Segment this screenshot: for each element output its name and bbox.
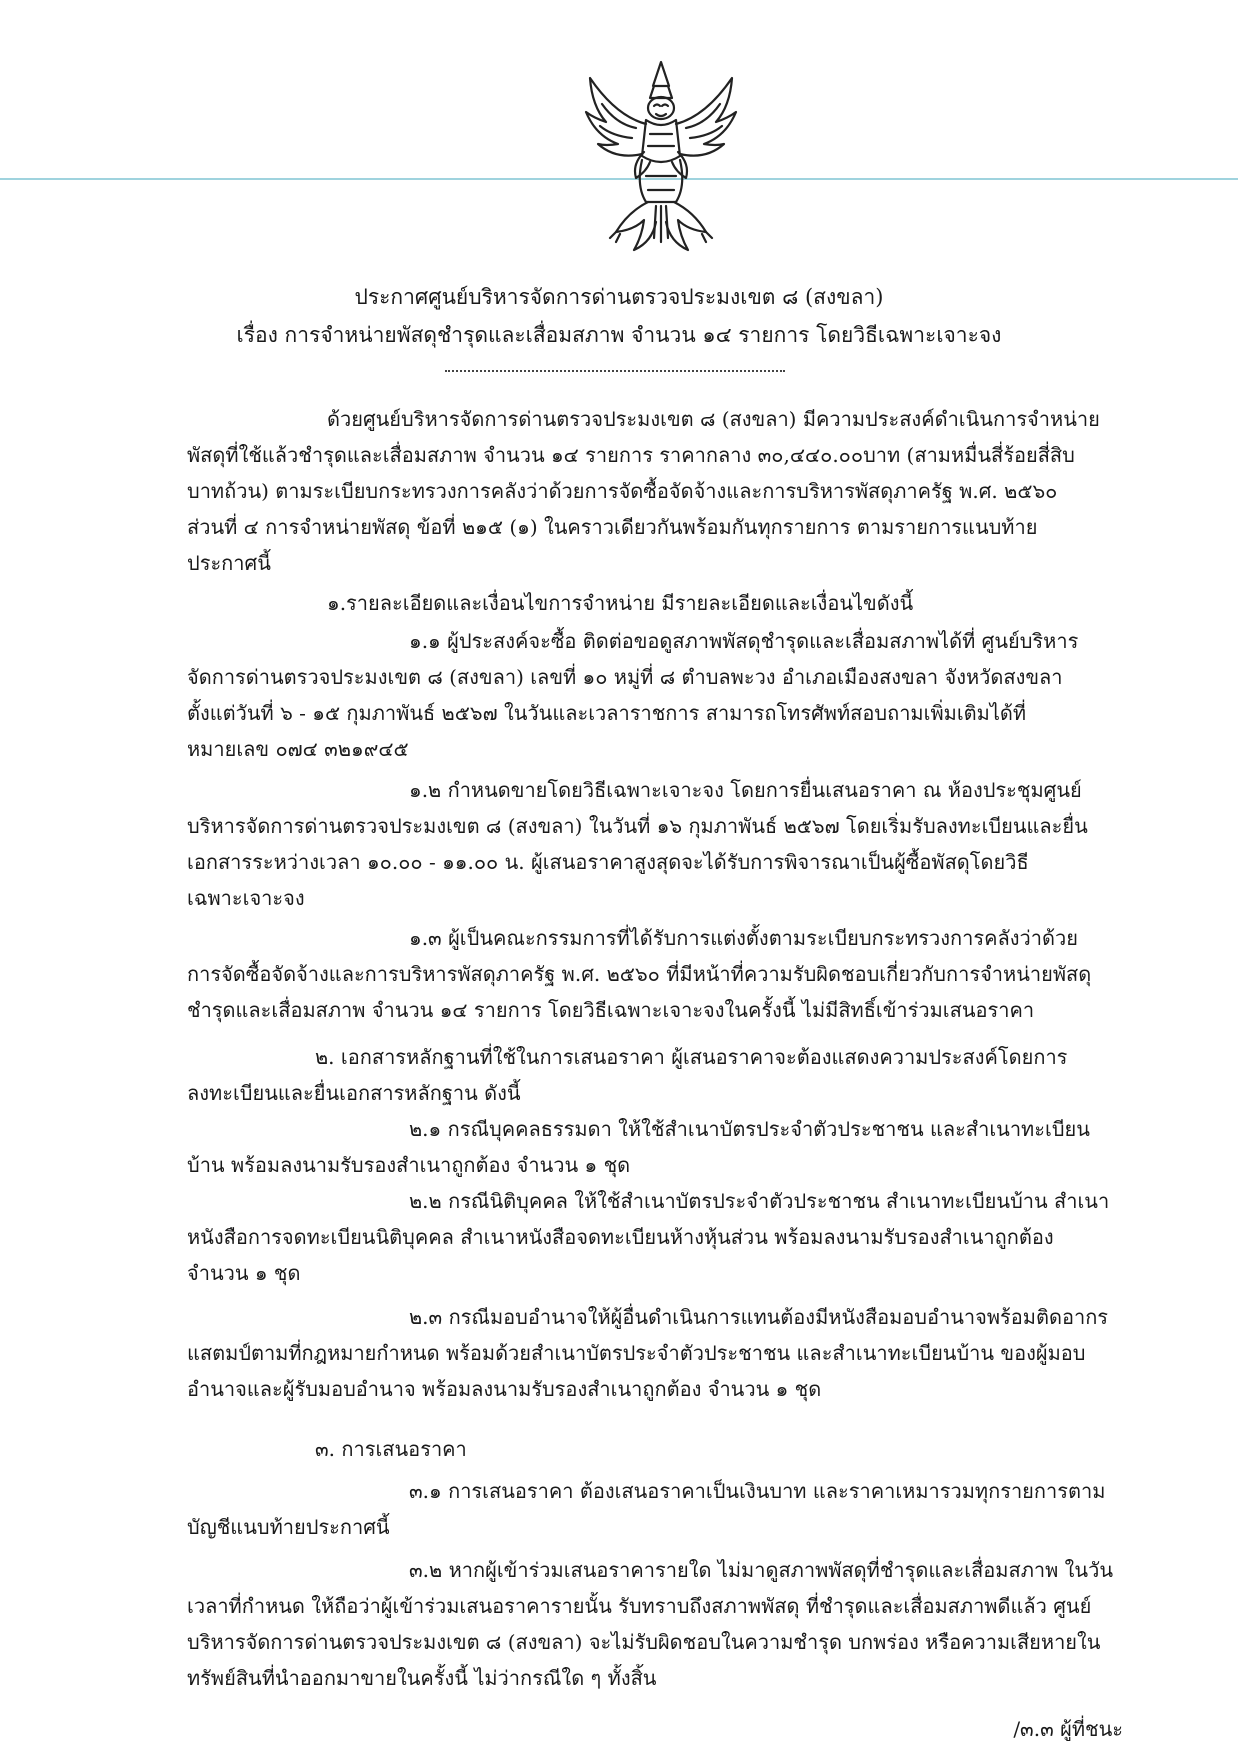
body-line: จัดการด่านตรวจประมงเขต ๘ (สงขลา) เลขที่ ๑๐ หมู่ที่ ๘ ตำบลพะวง อำเภอเมืองสงขลา จังหวัดสงขลา [187, 665, 1063, 689]
body-line: เอกสารระหว่างเวลา ๑๐.๐๐ - ๑๑.๐๐ น. ผู้เสนอราคาสูงสุดจะได้รับการพิจารณาเป็นผู้ซื้อพัสดุโดยวิธี [187, 850, 1029, 874]
body-line: ชำรุดและเสื่อมสภาพ จำนวน ๑๔ รายการ โดยวิธีเฉพาะเจาะจงในครั้งนี้ ไม่มีสิทธิ์เข้าร่วมเสนอราคา [187, 998, 1035, 1022]
body-line: บ้าน พร้อมลงนามรับรองสำเนาถูกต้อง จำนวน ๑ ชุด [187, 1153, 631, 1177]
announcement-title: ประกาศศูนย์บริหารจัดการด่านตรวจประมงเขต ๘ (สงขลา) [354, 285, 884, 309]
body-line: ๓.๑ การเสนอราคา ต้องเสนอราคาเป็นเงินบาท และราคาเหมารวมทุกรายการตาม [409, 1479, 1106, 1503]
body-line: ส่วนที่ ๔ การจำหน่ายพัสดุ ข้อที่ ๒๑๕ (๑) ในคราวเดียวกันพร้อมกันทุกรายการ ตามรายการแนบท้าย [187, 515, 1038, 539]
body-line: บัญชีแนบท้ายประกาศนี้ [187, 1515, 390, 1539]
section-heading: ๓. การเสนอราคา [315, 1437, 467, 1461]
body-line: ๒.๑ กรณีบุคคลธรรมดา ให้ใช้สำเนาบัตรประจำตัวประชาชน และสำเนาทะเบียน [409, 1117, 1090, 1141]
garuda-emblem-icon [576, 56, 746, 256]
dotted-separator [445, 370, 785, 372]
body-line: อำนาจและผู้รับมอบอำนาจ พร้อมลงนามรับรองสำเนาถูกต้อง จำนวน ๑ ชุด [187, 1377, 822, 1401]
page-continuation: /๓.๓ ผู้ที่ชนะ [1013, 1717, 1123, 1741]
body-line: ๑.๑ ผู้ประสงค์จะซื้อ ติดต่อขอดูสภาพพัสดุชำรุดและเสื่อมสภาพได้ที่ ศูนย์บริหาร [409, 629, 1079, 653]
body-line: ลงทะเบียนและยื่นเอกสารหลักฐาน ดังนี้ [187, 1081, 521, 1105]
body-line: ๒.๒ กรณีนิติบุคคล ให้ใช้สำเนาบัตรประจำตัวประชาชน สำเนาทะเบียนบ้าน สำเนา [409, 1189, 1110, 1213]
body-line: ๒.๓ กรณีมอบอำนาจให้ผู้อื่นดำเนินการแทนต้องมีหนังสือมอบอำนาจพร้อมติดอากร [409, 1305, 1109, 1329]
announcement-subject: เรื่อง การจำหน่ายพัสดุชำรุดและเสื่อมสภาพ จำนวน ๑๔ รายการ โดยวิธีเฉพาะเจาะจง [236, 323, 1002, 347]
body-line: ๓.๒ หากผู้เข้าร่วมเสนอราคารายใด ไม่มาดูสภาพพัสดุที่ชำรุดและเสื่อมสภาพ ในวัน [409, 1558, 1113, 1582]
body-line: ทรัพย์สินที่นำออกมาขายในครั้งนี้ ไม่ว่ากรณีใด ๆ ทั้งสิ้น [187, 1666, 657, 1690]
body-line: ตั้งแต่วันที่ ๖ - ๑๕ กุมภาพันธ์ ๒๕๖๗ ในวันและเวลาราชการ สามารถโทรศัพท์สอบถามเพิ่มเติมได้ที่ [187, 701, 1027, 725]
body-line: จำนวน ๑ ชุด [187, 1261, 301, 1285]
body-line: บริหารจัดการด่านตรวจประมงเขต ๘ (สงขลา) ในวันที่ ๑๖ กุมภาพันธ์ ๒๕๖๗ โดยเริ่มรับลงทะเบียนและยื่น [187, 814, 1088, 838]
body-line: หมายเลข ๐๗๔ ๓๒๑๙๔๕ [187, 737, 409, 761]
body-line: บาทถ้วน) ตามระเบียบกระทรวงการคลังว่าด้วยการจัดซื้อจัดจ้างและการบริหารพัสดุภาครัฐ พ.ศ. ๒๕๖๐ [187, 479, 1058, 503]
body-line: ด้วยศูนย์บริหารจัดการด่านตรวจประมงเขต ๘ (สงขลา) มีความประสงค์ดำเนินการจำหน่าย [327, 407, 1100, 431]
body-line: แสตมป์ตามที่กฎหมายกำหนด พร้อมด้วยสำเนาบัตรประจำตัวประชาชน และสำเนาทะเบียนบ้าน ของผู้มอบ [187, 1341, 1086, 1365]
body-line: ๑.๓ ผู้เป็นคณะกรรมการที่ได้รับการแต่งตั้งตามระเบียบกระทรวงการคลังว่าด้วย [409, 926, 1078, 950]
body-line: หนังสือการจดทะเบียนนิติบุคคล สำเนาหนังสือจดทะเบียนห้างหุ้นส่วน พร้อมลงนามรับรองสำเนาถูกต้อง [187, 1225, 1054, 1249]
body-line: การจัดซื้อจัดจ้างและการบริหารพัสดุภาครัฐ พ.ศ. ๒๕๖๐ ที่มีหน้าที่ความรับผิดชอบเกี่ยวกับการจำหน่ายพัสดุ [187, 962, 1092, 986]
body-line: เวลาที่กำหนด ให้ถือว่าผู้เข้าร่วมเสนอราคารายนั้น รับทราบถึงสภาพพัสดุ ที่ชำรุดและเสื่อมสภาพดีแล้ว ศูนย์ [187, 1594, 1092, 1618]
body-line: ๑.๒ กำหนดขายโดยวิธีเฉพาะเจาะจง โดยการยื่นเสนอราคา ณ ห้องประชุมศูนย์ [409, 778, 1082, 802]
section-heading: ๑.รายละเอียดและเงื่อนไขการจำหน่าย มีรายละเอียดและเงื่อนไขดังนี้ [327, 591, 914, 615]
body-line: บริหารจัดการด่านตรวจประมงเขต ๘ (สงขลา) จะไม่รับผิดชอบในความชำรุด บกพร่อง หรือความเสียหายใน [187, 1630, 1101, 1654]
body-line: เฉพาะเจาะจง [187, 886, 305, 910]
body-line: ประกาศนี้ [187, 551, 271, 575]
section-heading: ๒. เอกสารหลักฐานที่ใช้ในการเสนอราคา ผู้เสนอราคาจะต้องแสดงความประสงค์โดยการ [315, 1045, 1068, 1069]
body-line: พัสดุที่ใช้แล้วชำรุดและเสื่อมสภาพ จำนวน ๑๔ รายการ ราคากลาง ๓๐,๔๔๐.๐๐บาท (สามหมื่นสี่ร้อยสี่สิบ [187, 443, 1075, 467]
